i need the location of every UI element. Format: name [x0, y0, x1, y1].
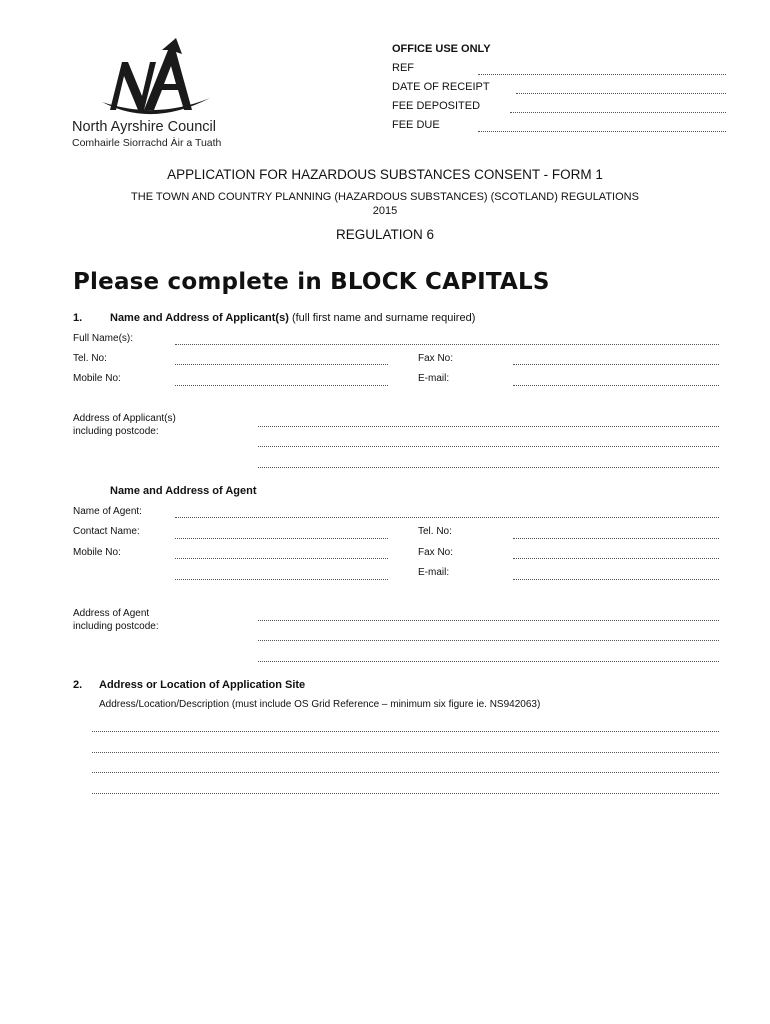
agent-address-field-3[interactable]: [258, 661, 719, 662]
office-ref-field[interactable]: [478, 74, 726, 75]
regulations-title-line2: 2015: [372, 205, 398, 217]
office-date-label: DATE OF RECEIPT: [392, 81, 490, 93]
agent-name-label: Name of Agent:: [73, 506, 142, 517]
regulation-number: REGULATION 6: [335, 227, 435, 242]
office-fee-deposited-field[interactable]: [510, 112, 726, 113]
agent-tel-label: Tel. No:: [418, 526, 452, 537]
agent-email-field[interactable]: [513, 579, 719, 580]
section2-description: Address/Location/Description (must include OS Grid Reference – minimum six figure ie. NS942063): [99, 699, 541, 710]
section1-heading: Name and Address of Applicant(s): [110, 312, 289, 324]
applicant-fax-label: Fax No:: [418, 353, 454, 364]
office-fee-due-field[interactable]: [478, 131, 726, 132]
site-description-field-4[interactable]: [92, 793, 719, 794]
agent-mobile-field[interactable]: [175, 558, 388, 559]
site-description-field-2[interactable]: [92, 752, 719, 753]
applicant-tel-field[interactable]: [175, 364, 388, 365]
form-title: APPLICATION FOR HAZARDOUS SUBSTANCES CONSENT - FORM 1: [167, 167, 603, 182]
office-fee-due-label: FEE DUE: [392, 119, 440, 131]
agent-address-label-line2: including postcode:: [73, 621, 159, 632]
agent-fax-label: Fax No:: [418, 547, 454, 558]
regulations-title-line1: THE TOWN AND COUNTRY PLANNING (HAZARDOUS SUBSTANCES) (SCOTLAND) REGULATIONS: [131, 191, 639, 203]
applicant-email-label: E-mail:: [418, 373, 450, 384]
agent-address-field-2[interactable]: [258, 640, 719, 641]
applicant-address-field-1[interactable]: [258, 426, 719, 427]
section2-number: 2.: [73, 679, 83, 691]
section1-number: 1.: [73, 312, 83, 324]
applicant-address-label-line1: Address of Applicant(s): [73, 413, 176, 424]
applicant-address-field-2[interactable]: [258, 446, 719, 447]
agent-contact-label: Contact Name:: [73, 526, 140, 537]
agent-mobile-label: Mobile No:: [73, 547, 121, 558]
agent-contact-field[interactable]: [175, 538, 388, 539]
agent-heading: Name and Address of Agent: [110, 485, 257, 497]
agent-fax-field[interactable]: [513, 558, 719, 559]
full-names-field[interactable]: [175, 344, 719, 345]
site-description-field-3[interactable]: [92, 772, 719, 773]
agent-name-field[interactable]: [175, 517, 719, 518]
applicant-email-field[interactable]: [513, 385, 719, 386]
full-names-label: Full Name(s):: [73, 333, 134, 344]
applicant-fax-field[interactable]: [513, 364, 719, 365]
agent-email-label: E-mail:: [418, 567, 450, 578]
agent-address-label-line1: Address of Agent: [73, 608, 150, 619]
applicant-mobile-label: Mobile No:: [73, 373, 121, 384]
applicant-tel-label: Tel. No:: [73, 353, 107, 364]
applicant-mobile-field[interactable]: [175, 385, 388, 386]
agent-extra-field[interactable]: [175, 579, 388, 580]
section1-note: (full first name and surname required): [291, 312, 476, 324]
applicant-address-field-3[interactable]: [258, 467, 719, 468]
section1-heading-row: [110, 312, 475, 324]
council-logo-mark: [82, 36, 232, 116]
site-description-field-1[interactable]: [92, 731, 719, 732]
agent-address-field-1[interactable]: [258, 620, 719, 621]
section2-heading: Address or Location of Application Site: [99, 679, 306, 691]
office-fee-deposited-label: FEE DEPOSITED: [392, 100, 481, 112]
agent-tel-field[interactable]: [513, 538, 719, 539]
council-name: North Ayrshire Council: [72, 119, 216, 135]
council-gaelic-name: Comhairle Siorrachd Àir a Tuath: [72, 137, 222, 149]
council-logo: [72, 36, 242, 151]
office-date-field[interactable]: [516, 93, 726, 94]
office-ref-label: REF: [392, 62, 414, 74]
applicant-address-label-line2: including postcode:: [73, 426, 159, 437]
block-capitals-instruction: Please complete in BLOCK CAPITALS: [73, 269, 550, 295]
office-use-title: OFFICE USE ONLY: [392, 43, 491, 55]
